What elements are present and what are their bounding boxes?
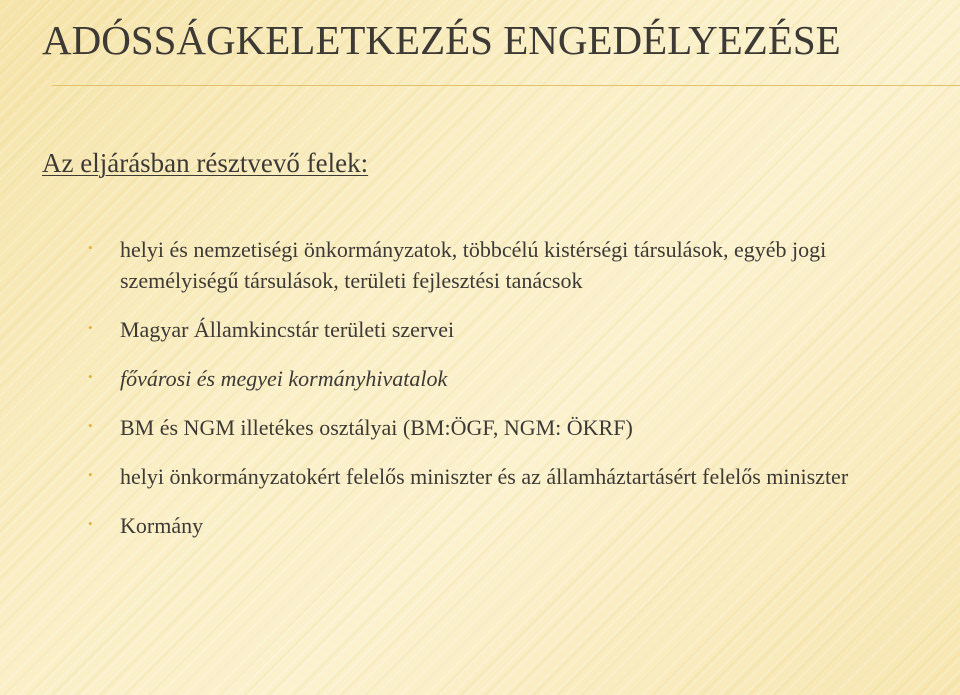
list-item <box>86 412 936 443</box>
bullet-dot-icon: • <box>88 369 93 384</box>
list-item-text: BM és NGM illetékes osztályai (BM:ÖGF, NGM: ÖKRF) <box>120 415 633 440</box>
list-item <box>86 363 936 394</box>
slide-subtitle: Az eljárásban résztvevő felek: <box>42 148 369 178</box>
slide-title: ADÓSSÁGKELETKEZÉS ENGEDÉLYEZÉSE <box>42 17 841 63</box>
bullet-dot-icon: • <box>88 240 93 255</box>
list-item <box>86 314 936 345</box>
bullet-dot-icon: • <box>88 418 93 433</box>
list-item-text: helyi önkormányzatokért felelős miniszter és az államháztartásért felelős miniszter <box>120 464 849 489</box>
list-item-text: Kormány <box>120 513 204 538</box>
bullet-dot-icon: • <box>88 320 93 335</box>
bullet-dot-icon: • <box>88 467 93 482</box>
title-divider <box>52 85 960 86</box>
bullet-dot-icon: • <box>88 516 93 531</box>
list-item-text: Magyar Államkincstár területi szervei <box>120 317 455 342</box>
list-item <box>86 461 936 492</box>
list-item <box>86 234 936 296</box>
list-item <box>86 510 936 541</box>
list-item-text: fővárosi és megyei kormányhivatalok <box>120 366 448 391</box>
list-item-text: helyi és nemzetiségi önkormányzatok, többcélú kistérségi társulások, egyéb jogi személyiségű társulások, területi fejlesztési tanácsok <box>120 237 827 293</box>
bullet-list <box>86 234 936 559</box>
